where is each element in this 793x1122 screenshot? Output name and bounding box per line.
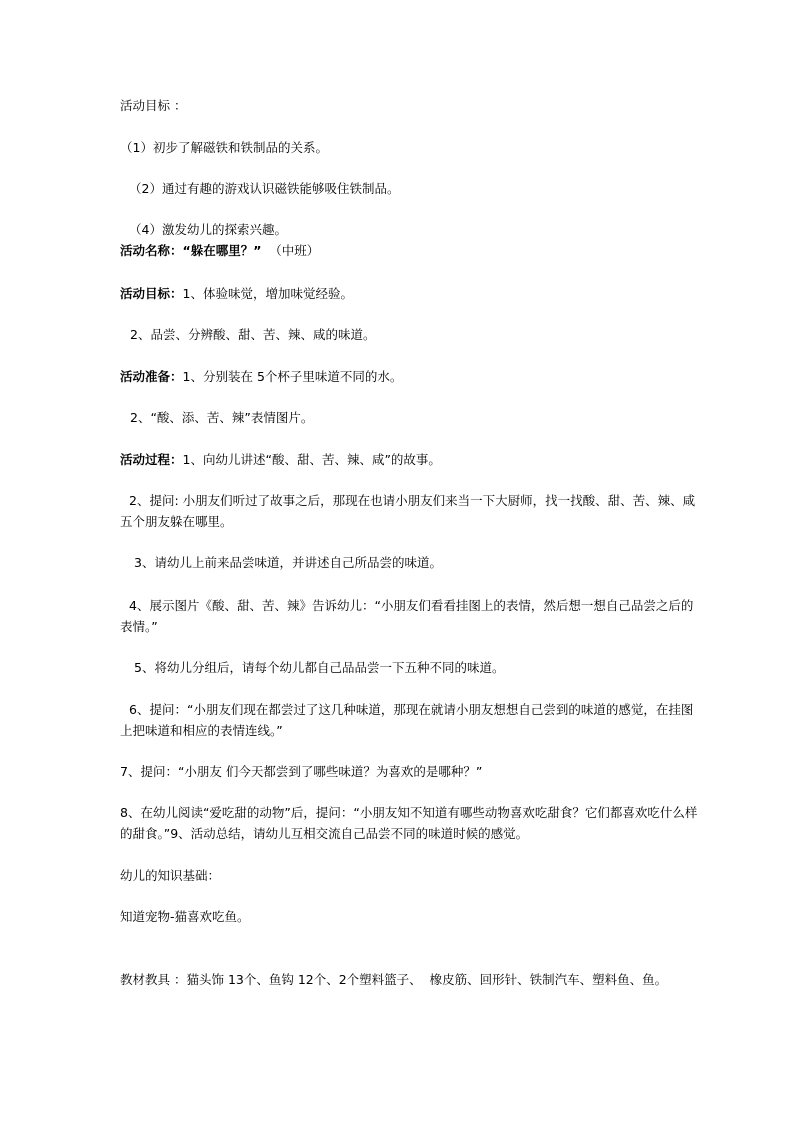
knowledge-text: 知道宠物-猫喜欢吃鱼。 (120, 909, 250, 924)
activity-proc-8b: 的甜食。”9、活动总结，请幼儿互相交流自己品尝不同的味道时候的感觉。 (120, 826, 529, 841)
activity-name-value: “躲在哪里？” (182, 243, 262, 258)
activity-prep-2: 2、“酸、添、苦、辣”表情图片。 (130, 410, 314, 425)
activity-proc-1: 1、向幼儿讲述“酸、甜、苦、辣、咸”的故事。 (182, 452, 441, 467)
activity-prep-1: 1、分别装在 5个杯子里味道不同的水。 (182, 369, 403, 384)
activity-name-label: 活动名称： (120, 243, 183, 258)
activity-proc-7: 7、提问：“小朋友 们今天都尝到了哪些味道？为喜欢的是哪种？” (120, 764, 483, 779)
activity-proc-2b: 五个朋友躲在哪里。 (120, 514, 233, 529)
activity-proc-6b: 上把味道和相应的表情连线。” (120, 723, 283, 738)
materials-text: 教材教具 ：猫头饰 13个、鱼钩 12个、2个塑料篮子、 橡皮筋、回形针、铁制汽车、塑料鱼、鱼。 (120, 972, 668, 987)
activity-goal-2: 2、品尝、分辨酸、甜、苦、辣、咸的味道。 (130, 327, 376, 342)
activity-proc-line (120, 450, 441, 470)
activity-proc-2a: 2、提问: 小朋友们听过了故事之后，那现在也请小朋友们来当一下大厨师，找一找酸、甜、苦、辣、咸 (129, 493, 696, 508)
activity-proc-4b: 表情。” (120, 619, 158, 634)
activity-proc-4a: 4、展示图片《酸、甜、苦、辣》告诉幼儿：“小朋友们看看挂图上的表情，然后想一想自己品尝之后的 (129, 598, 694, 613)
activity-proc-6a: 6、提问：“小朋友们现在都尝过了这几种味道，那现在就请小朋友想想自己尝到的味道的感觉，在挂图 (129, 702, 694, 717)
activity-proc-8a: 8、在幼儿阅读“爱吃甜的动物”后，提问：“小朋友知不知道有哪些动物喜欢吃甜食？它们都喜欢吃什么样 (120, 805, 698, 820)
activity-goal-1: 1、体验味觉，增加味觉经验。 (182, 286, 353, 301)
activity-name-class: （中班） (275, 243, 320, 258)
activity-goal-line (120, 284, 353, 304)
activity-prep-label: 活动准备： (120, 369, 183, 384)
goal-heading: 活动目标 ： (120, 98, 187, 113)
activity-proc-label: 活动过程： (120, 452, 183, 467)
activity-goal-label: 活动目标： (120, 286, 183, 301)
activity-proc-5: 5、将幼儿分组后，请每个幼儿都自己品品尝一下五种不同的味道。 (134, 660, 505, 675)
knowledge-heading: 幼儿的知识基础： (120, 868, 221, 883)
activity-prep-line (120, 367, 402, 387)
activity-proc-3: 3、请幼儿上前来品尝味道，并讲述自己所品尝的味道。 (134, 555, 442, 570)
goal-item-4: （4）激发幼儿的探索兴趣。 (129, 222, 287, 237)
goal-item-2: （2）通过有趣的游戏认识磁铁能够吸住铁制品。 (129, 181, 400, 196)
activity-name-line (120, 241, 319, 261)
goal-item-1: （1）初步了解磁铁和铁制品的关系。 (120, 140, 328, 155)
